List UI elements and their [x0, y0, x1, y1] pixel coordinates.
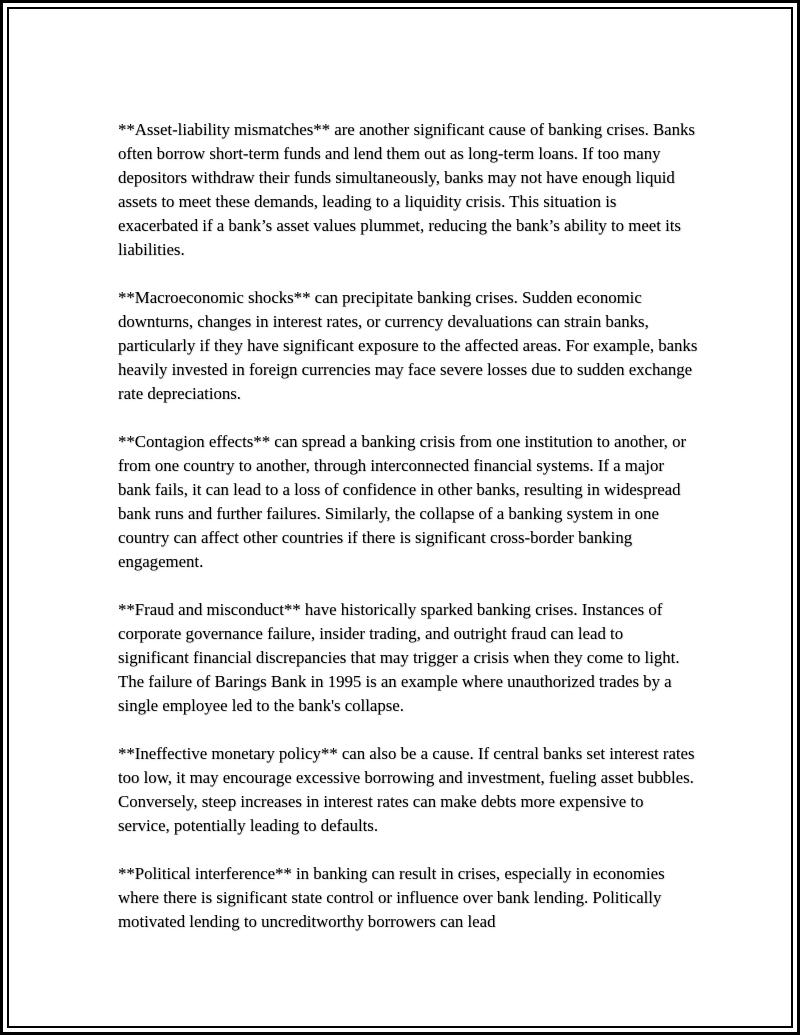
document-body — [118, 118, 698, 934]
paragraph-political-interference: **Political interference** in banking can result in crises, especially in economies where there is significant state control or influence over bank lending. Politically motivated lending to uncreditworthy borrowers can lead — [118, 864, 665, 931]
paragraph-macroeconomic-shocks: **Macroeconomic shocks** can precipitate banking crises. Sudden economic downturns, changes in interest rates, or currency devaluations can strain banks, particularly if they have significant exposure to the affected areas. For example, banks heavily invested in foreign currencies may face severe losses due to sudden exchange rate depreciations. — [118, 288, 698, 403]
paragraph-asset-liability-mismatches: **Asset-liability mismatches** are another significant cause of banking crises. Banks often borrow short-term funds and lend them out as long-term loans. If too many depositors withdraw their funds simultaneously, banks may not have enough liquid assets to meet these demands, leading to a liquidity crisis. This situation is exacerbated if a bank’s asset values plummet, reducing the bank’s ability to meet its liabilities. — [118, 120, 695, 259]
paragraph-contagion-effects: **Contagion effects** can spread a banking crisis from one institution to another, or from one country to another, through interconnected financial systems. If a major bank fails, it can lead to a loss of confidence in other banks, resulting in widespread bank runs and further failures. Similarly, the collapse of a banking system in one country can affect other countries if there is significant cross-border banking engagement. — [118, 432, 687, 571]
paragraph-fraud-and-misconduct: **Fraud and misconduct** have historically sparked banking crises. Instances of corporate governance failure, insider trading, and outright fraud can lead to significant financial discrepancies that may trigger a crisis when they come to light. The failure of Barings Bank in 1995 is an example where unauthorized trades by a single employee led to the bank's collapse. — [118, 600, 680, 715]
paragraph-ineffective-monetary-policy: **Ineffective monetary policy** can also be a cause. If central banks set interest rates too low, it may encourage excessive borrowing and investment, fueling asset bubbles. Conversely, steep increases in interest rates can make debts more expensive to service, potentially leading to defaults. — [118, 744, 695, 835]
